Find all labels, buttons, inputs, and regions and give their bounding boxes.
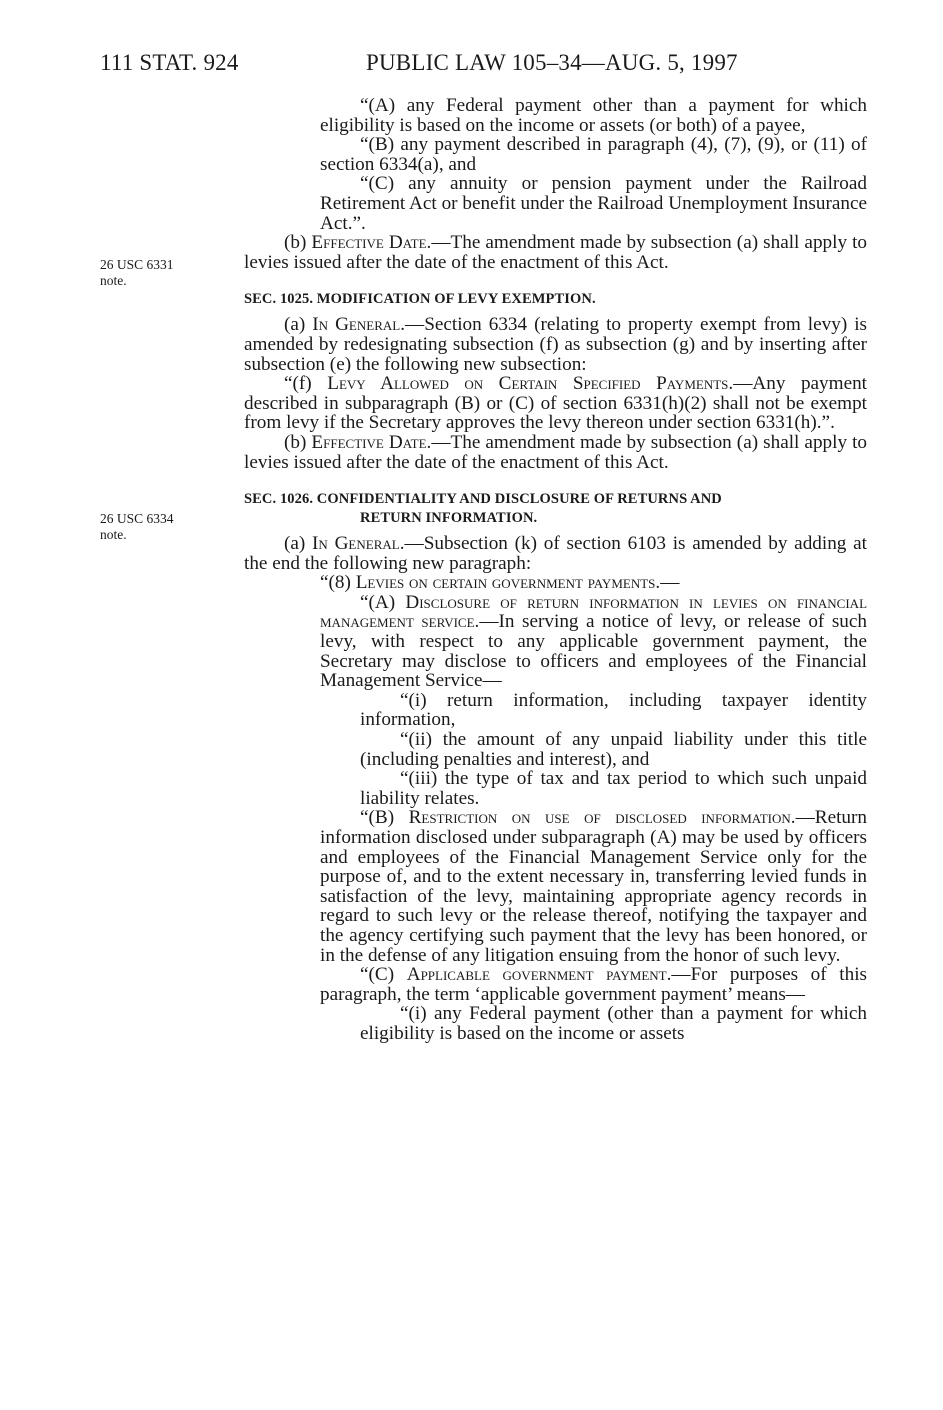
clause-block bbox=[360, 1004, 867, 1043]
paragraph-text: .—For purposes of this paragraph, the term ‘applicable government payment’ means— bbox=[320, 964, 867, 1005]
clause-block bbox=[360, 691, 867, 809]
paragraph-lead: (b) bbox=[284, 232, 312, 254]
section-heading-line: SEC. 1026. CONFIDENTIALITY AND DISCLOSURE OF RETURNS AND bbox=[244, 491, 722, 508]
clause-i: “(i) any Federal payment (other than a payment for which eligibility is based on the income or assets bbox=[360, 1003, 867, 1044]
paragraph-8-heading bbox=[320, 573, 867, 593]
section-heading-line: RETURN INFORMATION. bbox=[360, 510, 538, 527]
paragraph-lead: “(B) bbox=[360, 807, 409, 829]
paragraph-heading: In General bbox=[312, 533, 400, 555]
paragraph-lead: (b) bbox=[284, 431, 312, 453]
section-1026-heading bbox=[244, 490, 867, 528]
subparagraph-b bbox=[320, 808, 867, 965]
subparagraph-a bbox=[320, 593, 867, 691]
margin-note-label: note. bbox=[100, 526, 127, 542]
effective-date-paragraph bbox=[244, 433, 867, 472]
paragraph-b: “(B) any payment described in paragraph (4), (7), (9), or (11) of section 6334(a), and bbox=[320, 134, 867, 175]
margin-note-6331 bbox=[100, 257, 220, 288]
paragraph-heading: Applicable government payment bbox=[406, 964, 667, 986]
margin-note-6334 bbox=[100, 511, 220, 542]
section-1025-heading: SEC. 1025. MODIFICATION OF LEVY EXEMPTION. bbox=[244, 291, 596, 308]
paragraph-c: “(C) any annuity or pension payment under the Railroad Retirement Act or benefit under the Railroad Unemployment Insurance Act.”. bbox=[320, 173, 867, 234]
clause-iii: “(iii) the type of tax and tax period to which such unpaid liability relates. bbox=[360, 768, 867, 809]
paragraph-heading: Disclosure of return information in levies on financial management service bbox=[320, 591, 868, 633]
paragraph-text: .—Section 6334 (relating to property exempt from levy) is amended by redesignating subsection (f) as subsection (g) and by inserting after subsection (e) the following new subsection: bbox=[244, 314, 868, 375]
effective-date-paragraph bbox=[244, 233, 867, 272]
body-text bbox=[244, 96, 867, 1044]
inserted-subsection-f bbox=[244, 374, 867, 433]
subparagraph-c bbox=[320, 965, 867, 1004]
paragraph-text: .—Any payment described in subparagraph (B) or (C) of section 6331(h)(2) shall not be exempt from levy if the Secretary approves the levy thereon under section 6331(h).”. bbox=[244, 373, 868, 434]
paragraph-a: “(A) any Federal payment other than a payment for which eligibility is based on the income or assets (or both) of a payee, bbox=[320, 95, 867, 136]
clause-i: “(i) return information, including taxpayer identity information, bbox=[360, 689, 867, 731]
paragraph-text: .—The amendment made by subsection (a) shall apply to levies issued after the date of the enactment of this Act. bbox=[244, 431, 868, 473]
in-general-paragraph bbox=[244, 315, 867, 374]
paragraph-heading: Effective Date bbox=[311, 431, 427, 453]
paragraph-lead: (a) bbox=[284, 314, 313, 336]
paragraph-lead: “(C) bbox=[360, 964, 407, 986]
paragraph-lead: “(8) bbox=[320, 572, 356, 594]
paragraph-text: .—Subsection (k) of section 6103 is amended by adding at the end the following new paragraph: bbox=[244, 533, 867, 574]
paragraph-text: .—Return information disclosed under subparagraph (A) may be used by officers and employees of the Financial Management Service only for the purpose of, and to the extent necessary in, transferring levied funds in satisfaction of the levy, maintaining appropriate agency records in regard to such levy or the release thereof, notifying the taxpayer and the agency certifying such payment that the levy has been honored, or in the defense of any litigation ensuing from the honor of such levy. bbox=[320, 807, 868, 966]
margin-note-citation: 26 USC 6331 bbox=[100, 257, 174, 272]
paragraph-lead: (a) bbox=[284, 533, 313, 555]
paragraph-heading: Levy Allowed on Certain Specified Payments bbox=[327, 373, 729, 395]
law-title: PUBLIC LAW 105–34—AUG. 5, 1997 bbox=[366, 50, 738, 75]
subparagraph-block bbox=[320, 96, 867, 233]
margin-note-citation: 26 USC 6334 bbox=[100, 511, 174, 526]
paragraph-heading: Levies on certain government payments bbox=[355, 572, 656, 594]
paragraph-heading: Restriction on use of disclosed information bbox=[408, 807, 791, 829]
in-general-paragraph bbox=[244, 534, 867, 573]
margin-note-label: note. bbox=[100, 272, 127, 288]
running-head bbox=[100, 50, 870, 80]
paragraph-heading: In General bbox=[312, 314, 401, 336]
paragraph-text: .— bbox=[655, 572, 680, 594]
paragraph-lead: “(f) bbox=[284, 373, 328, 395]
page-reference: 111 STAT. 924 bbox=[100, 50, 239, 75]
paragraph-text: .—In serving a notice of levy, or release of such levy, with respect to any applicable government payment, the Secretary may disclose to officers and employees of the Financial Management Service— bbox=[320, 611, 867, 692]
paragraph-heading: Effective Date bbox=[311, 232, 427, 254]
paragraph-text: .—The amendment made by subsection (a) shall apply to levies issued after the date of the enactment of this Act. bbox=[244, 232, 868, 273]
new-paragraph-8 bbox=[320, 573, 867, 1043]
clause-ii: “(ii) the amount of any unpaid liability under this title (including penalties and interest), and bbox=[360, 729, 867, 770]
paragraph-lead: “(A) bbox=[360, 591, 406, 613]
